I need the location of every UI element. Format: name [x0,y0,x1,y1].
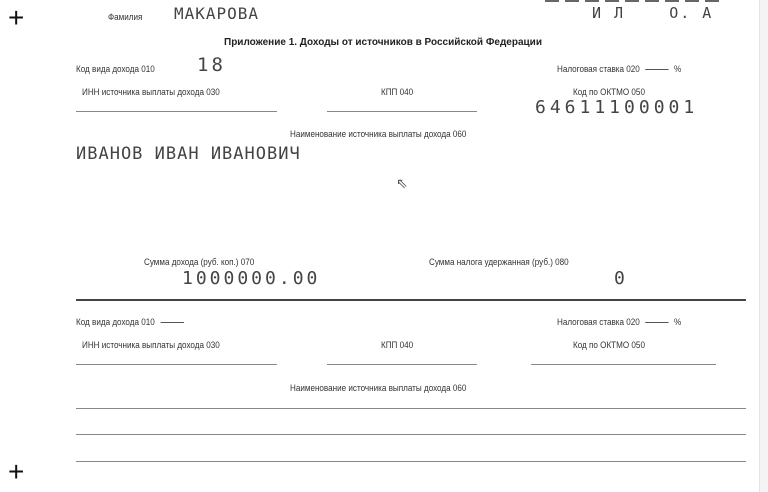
initials-value[interactable]: И Л О. А [592,4,714,22]
kpp-label-2: КПП 040 [381,340,414,350]
mouse-cursor-icon: ⇖ [396,175,408,191]
tax-rate-label-2: Налоговая ставка 020 % [557,317,682,327]
income-code-value[interactable]: 18 [197,54,226,76]
section-title: Приложение 1. Доходы от источников в Российской Федерации [224,37,542,48]
oktmo-label: Код по ОКТМО 050 [573,87,645,97]
registration-mark: + [8,456,25,487]
income-sum-value[interactable]: 1000000.00 [182,268,321,289]
registration-mark: + [8,2,25,33]
tax-withheld-value[interactable]: 0 [614,268,628,289]
inn-label: ИНН источника выплаты дохода 030 [82,87,220,97]
kpp-label: КПП 040 [381,87,414,97]
income-sum-label: Сумма дохода (руб. коп.) 070 [144,257,255,267]
source-name-label: Наименование источника выплаты дохода 060 [290,129,467,139]
scrollbar[interactable] [759,0,768,492]
income-code-label-2: Код вида дохода 010 [76,317,189,327]
tax-withheld-label: Сумма налога удержанная (руб.) 080 [429,257,569,267]
oktmo-value[interactable]: 64611100001 [535,97,699,118]
surname-label: Фамилия [108,12,143,22]
income-code-label: Код вида дохода 010 [76,64,155,74]
oktmo-label-2: Код по ОКТМО 050 [573,340,645,350]
surname-value[interactable]: МАКАРОВА [174,4,260,23]
source-name-label-2: Наименование источника выплаты дохода 060 [290,383,467,393]
tax-rate-label: Налоговая ставка 020 % [557,64,682,74]
inn-label-2: ИНН источника выплаты дохода 030 [82,340,220,350]
source-name-value[interactable]: ИВАНОВ ИВАН ИВАНОВИЧ [76,144,301,164]
